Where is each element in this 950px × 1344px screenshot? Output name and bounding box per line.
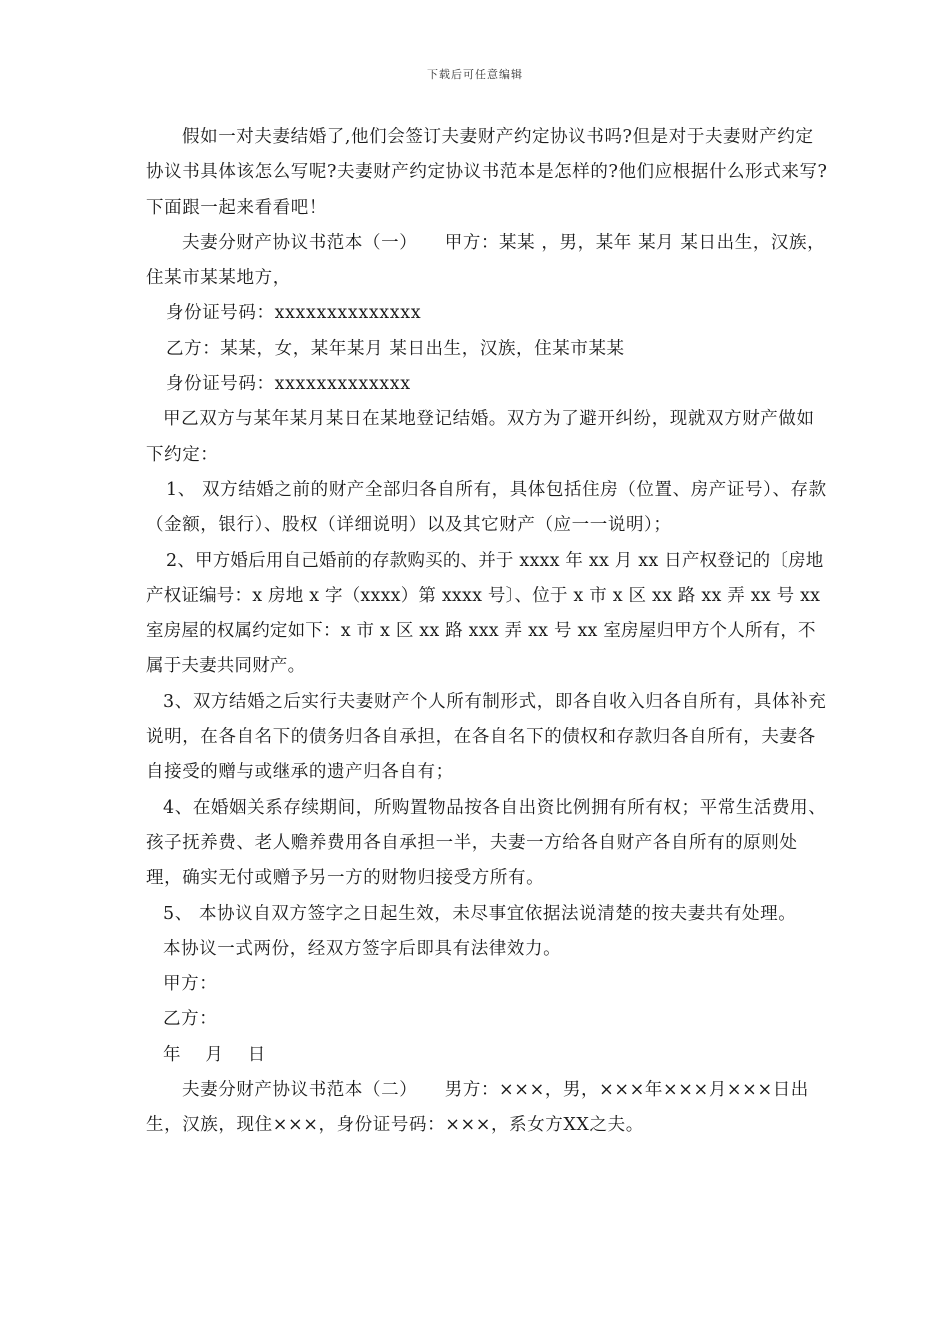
signature-date: 年 月 日 <box>163 1044 266 1065</box>
paragraph-copies: 本协议一式两份，经双方签字后即具有法律效力。 <box>163 938 562 959</box>
signature-party-b: 乙方： <box>163 1009 218 1030</box>
paragraph-clause-5: 5、 本协议自双方签字之日起生效，未尽事宜依据法说清楚的按夫妻共有处理。 <box>163 903 797 924</box>
paragraph-sample2: 夫妻分财产协议书范本（二） 男方：×××，男，×××年×××月×××日出生，汉族，现住×××，身份证号码：×××，系女方XX之夫。 <box>146 1080 809 1136</box>
page-header: 下载后可任意编辑 <box>427 68 523 81</box>
paragraph-intro: 假如一对夫妻结婚了,他们会签订夫妻财产约定协议书吗?但是对于夫妻财产约定协议书具体该怎么写呢?夫妻财产约定协议书范本是怎样的?他们应根据什么形式来写?下面跟一起来看看吧！ <box>146 127 828 218</box>
paragraph-party-b: 乙方：某某，女，某年某月 某日出生，汉族，住某市某某 <box>166 338 625 359</box>
paragraph-clause-1: 1、 双方结婚之前的财产全部归各自所有，具体包括住房（位置、房产证号）、存款（金额，银行）、股权（详细说明）以及其它财产（应一一说明）； <box>146 479 827 536</box>
paragraph-party-a-id: 身份证号码：xxxxxxxxxxxxxx <box>166 303 422 324</box>
paragraph-agreement-intro: 甲乙双方与某年某月某日在某地登记结婚。双方为了避开纠纷，现就双方财产做如下约定： <box>146 409 815 465</box>
signature-party-a: 甲方： <box>163 974 218 995</box>
paragraph-clause-3: 3、双方结婚之后实行夫妻财产个人所有制形式，即各自收入归各自所有，具体补充说明，在各自名下的债务归各自承担，在各自名下的债权和存款归各自所有，夫妻各自接受的赠与或继承的遗产归各自有； <box>146 691 827 783</box>
paragraph-clause-4: 4、在婚姻关系存续期间，所购置物品按各自出资比例拥有所有权；平常生活费用、孩子抚养费、老人赡养费用各自承担一半，夫妻一方给各自财产各自所有的原则处理，确实无付或赠予另一方的财物归接受方所有。 <box>146 797 827 889</box>
paragraph-party-b-id: 身份证号码：xxxxxxxxxxxxx <box>166 374 411 395</box>
paragraph-clause-2: 2、甲方婚后用自己婚前的存款购买的、并于 xxxx 年 xx 月 xx 日产权登记的〔房地产权证编号：x 房地 x 字（xxxx）第 xxxx 号〕、位于 x 市 x 区 xx 路 xx 弄 xx 号 xx 室房屋的权属约定如下：x 市 x 区 xx 路 xxx 弄 xx 号 xx 室房屋归甲方个人所有，不属于夫妻共同财产。 <box>146 550 824 677</box>
paragraph-sample1-party-a: 夫妻分财产协议书范本（一） 甲方：某某 ，男，某年 某月 某日出生，汉族，住某市某某地方， <box>146 232 826 289</box>
document-body <box>146 120 830 1144</box>
